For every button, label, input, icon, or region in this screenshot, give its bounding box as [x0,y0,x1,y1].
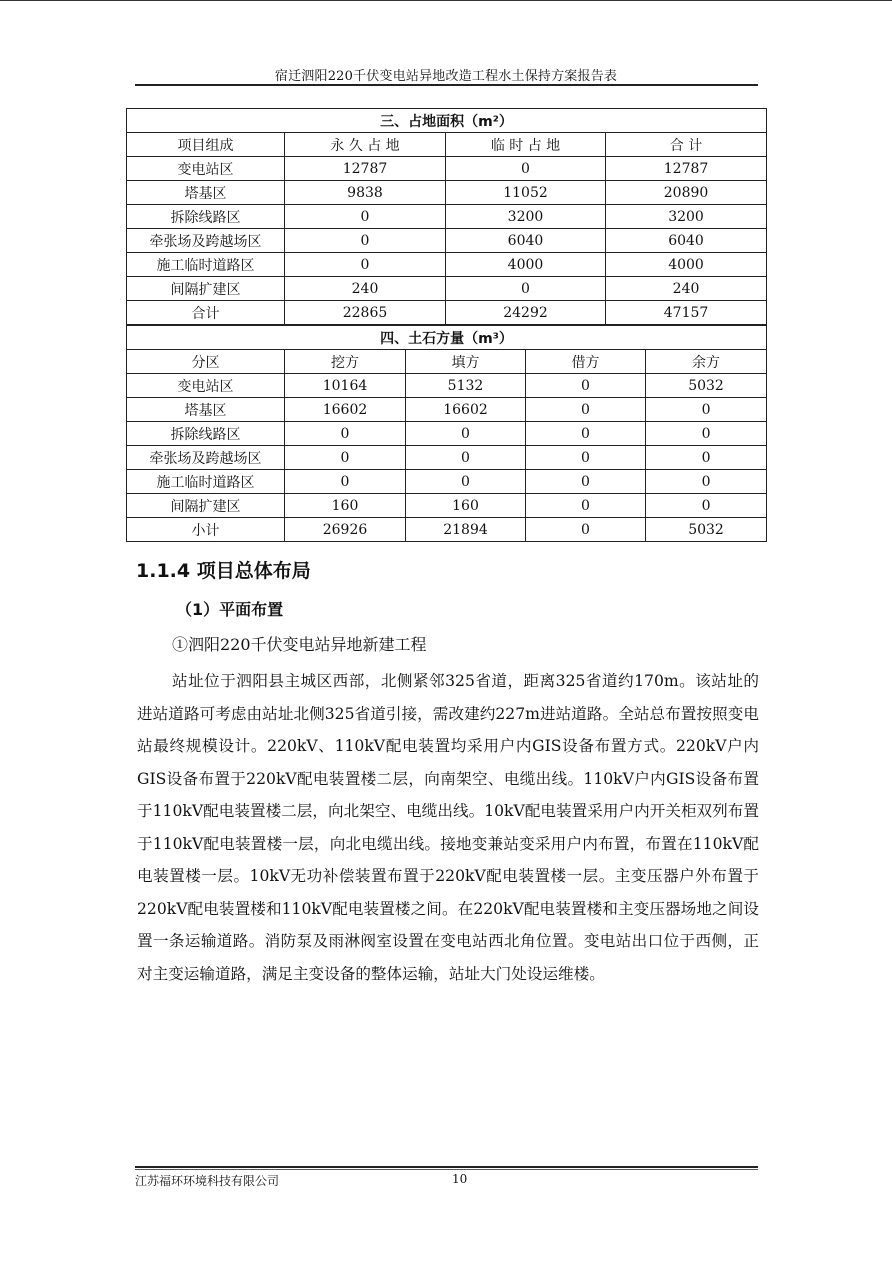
table-cell: 47157 [606,301,767,325]
table-row [127,422,767,446]
table-cell: 0 [526,374,646,398]
table-cell: 变电站区 [127,157,285,181]
table-cell: 22865 [285,301,446,325]
table-cell: 牵张场及跨越场区 [127,446,285,470]
earthwork-table [126,325,767,542]
table-cell: 0 [526,422,646,446]
table-row [127,181,767,205]
table-cell: 0 [285,205,446,229]
table-cell: 12787 [285,157,446,181]
table-cell: 4000 [606,253,767,277]
table-cell: 21894 [406,518,526,542]
top-border-line [0,0,892,1]
table-cell: 26926 [285,518,406,542]
table-subtotal-row [127,518,767,542]
table-row [127,253,767,277]
land-area-table-title: 三、占地面积（m²） [127,109,767,133]
page-header-title: 宿迁泗阳220千伏变电站异地改造工程水土保持方案报告表 [274,69,618,84]
table-row [127,157,767,181]
table-cell: 240 [606,277,767,301]
table-row [127,374,767,398]
column-header: 余方 [646,350,767,374]
table-cell: 5032 [646,518,767,542]
subsection-heading: （1）平面布置 [176,600,284,619]
table-cell: 9838 [285,181,446,205]
header-rule [135,84,758,86]
table-cell: 4000 [446,253,606,277]
page-number: 10 [452,1172,468,1186]
table-cell: 11052 [446,181,606,205]
footer-rule-thin [135,1169,758,1170]
table-cell: 0 [526,518,646,542]
table-cell: 0 [446,277,606,301]
table-cell: 小计 [127,518,285,542]
table-cell: 0 [406,422,526,446]
table-row [127,470,767,494]
table-cell: 0 [406,446,526,470]
table-cell: 6040 [606,229,767,253]
table-row [127,446,767,470]
table-cell: 合计 [127,301,285,325]
table-cell: 3200 [606,205,767,229]
table-cell: 16602 [406,398,526,422]
table-row [127,229,767,253]
table-cell: 拆除线路区 [127,422,285,446]
table-cell: 间隔扩建区 [127,277,285,301]
footer-rule [135,1166,758,1168]
table-cell: 0 [526,494,646,518]
table-cell: 0 [406,470,526,494]
table-cell: 16602 [285,398,406,422]
table-cell: 0 [646,470,767,494]
table-cell: 塔基区 [127,181,285,205]
column-header: 合 计 [606,133,767,157]
table-cell: 0 [646,446,767,470]
column-header: 分区 [127,350,285,374]
table-cell: 0 [285,422,406,446]
table-row [127,398,767,422]
land-area-header-row [127,133,767,157]
table-cell: 施工临时道路区 [127,253,285,277]
table-cell: 24292 [446,301,606,325]
table-cell: 0 [285,446,406,470]
column-header: 填方 [406,350,526,374]
column-header: 临 时 占 地 [446,133,606,157]
table-cell: 0 [646,398,767,422]
table-cell: 拆除线路区 [127,205,285,229]
table-cell: 0 [285,470,406,494]
table-cell: 20890 [606,181,767,205]
table-cell: 5032 [646,374,767,398]
earthwork-header-row [127,350,767,374]
table-cell: 5132 [406,374,526,398]
table-cell: 0 [526,446,646,470]
table-cell: 塔基区 [127,398,285,422]
table-cell: 0 [285,229,446,253]
table-cell: 牵张场及跨越场区 [127,229,285,253]
table-cell: 0 [526,398,646,422]
column-header: 借方 [526,350,646,374]
table-cell: 0 [526,470,646,494]
table-cell: 6040 [446,229,606,253]
column-header: 挖方 [285,350,406,374]
item-title: ①泗阳220千伏变电站异地新建工程 [172,635,427,654]
table-cell: 0 [285,253,446,277]
table-cell: 240 [285,277,446,301]
footer-company-name: 江苏福环环境科技有限公司 [135,1174,280,1188]
earthwork-table-title: 四、土石方量（m³） [127,326,767,350]
table-cell: 0 [446,157,606,181]
table-cell: 施工临时道路区 [127,470,285,494]
land-area-table [126,108,767,325]
table-cell: 3200 [446,205,606,229]
column-header: 永 久 占 地 [285,133,446,157]
table-cell: 0 [646,494,767,518]
table-cell: 10164 [285,374,406,398]
table-row [127,494,767,518]
table-cell: 12787 [606,157,767,181]
table-row [127,277,767,301]
section-heading: 1.1.4 项目总体布局 [136,560,311,582]
table-cell: 变电站区 [127,374,285,398]
column-header: 项目组成 [127,133,285,157]
body-paragraph: 站址位于泗阳县主城区西部，北侧紧邻325省道，距离325省道约170m。该站址的进站道路可考虑由站址北侧325省道引接，需改建约227m进站道路。全站总布置按照变电站最终规模设计。220kV、110kV配电装置均采用户内GIS设备布置方式。220kV户内GIS设备布置于220kV配电装置楼二层，向南架空、电缆出线。110kV户内GIS设备布置于110kV配电装置楼二层，向北架空、电缆出线。10kV配电装置采用户内开关柜双列布置于110kV配电装置楼一层，向北电缆出线。接地变兼站变采用户内布置，布置在110kV配电装置楼一层。10kV无功补偿装置布置于220kV配电装置楼一层。主变压器户外布置于220kV配电装置楼和110kV配电装置楼之间。在220kV配电装置楼和主变压器场地之间设置一条运输道路。消防泵及雨淋阀室设置在变电站西北角位置。变电站出口位于西侧，正对主变运输道路，满足主变设备的整体运输，站址大门处设运维楼。 [137,672,759,983]
table-total-row [127,301,767,325]
table-row [127,205,767,229]
table-cell: 间隔扩建区 [127,494,285,518]
table-cell: 160 [285,494,406,518]
table-cell: 160 [406,494,526,518]
table-cell: 0 [646,422,767,446]
